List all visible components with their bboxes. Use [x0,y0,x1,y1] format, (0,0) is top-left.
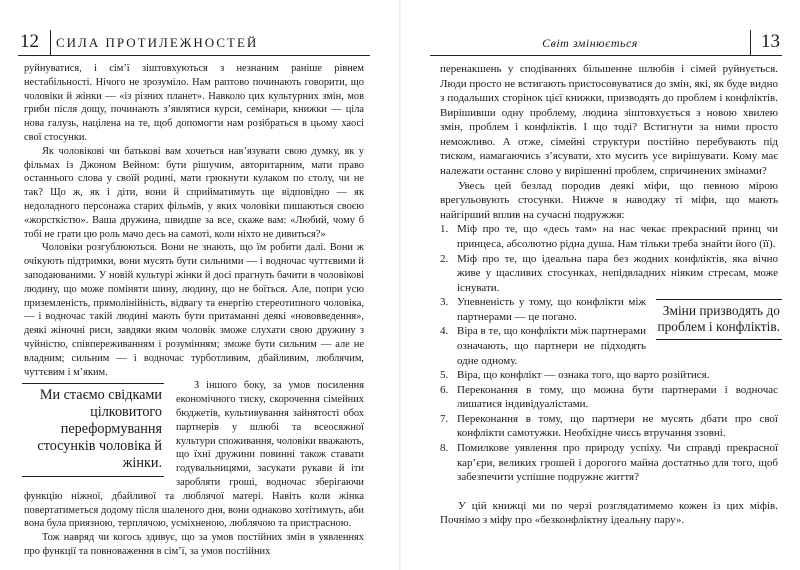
list-item-text: Упевненість у тому, що конфлікти між партнерами — це погано. [457,296,646,323]
list-item-text: Помилкове уявлення про природу успіху. Чи справді прекрасної кар’єри, великих грошей і дорогого майна достатньо для того, щоб забезпечити успішне подружнє життя? [457,442,778,484]
running-title-right: Світ змінюється [542,36,638,50]
right-page-body [440,62,778,528]
list-item [440,295,778,324]
list-item [440,222,778,251]
left-page-header [18,30,370,56]
body-paragraph: руйнуватися, і сім’ї зіштовхуються з незнаним раніше рівнем нестабільності. Нічого не зрозуміло. Нам раптово починають говорити, що чоловіки й жінки — «із різних планет». Навколо цих культурних змін, мов гриби після дощу, починають з’являтися курси, семінари, книжки — ціла нова галузь, націлена на те, щоб допомогти нам розібраться в цьому хаосі свої стосунки. [24,63,364,143]
list-item-text: Віра в те, що конфлікти між партнерами означають, що партнери не підходять одне одному. [457,325,646,367]
list-number: 8. [440,442,449,455]
body-paragraph: З іншого боку, за умов посилення економічного тиску, скорочення сімейних бюджетів, культивування зайнятості обох партнерів у шлюбі та всеосяжної культури споживання, чоловіки вважають, що їхні дружини повинні також ставати годувальницями, засукати рукави й іти заробляти гроші, водночас зберігаючи функцію ніжної, дбайливої та люблячої матері. Навіть коли жінка повертатиметься додому після шаленого дня, вони однаково хотітимуть, аби вона була приязною, терплячою, усміхненою, люблячою та пристрасною. [24,380,364,530]
myths-list [440,222,778,484]
body-paragraph: Чоловіки розгублюються. Вони не знають, що їм робити далі. Вони ж очікують підтримки, вони мусять бути сильними — і водночас чуттєвими й заподаюваними. У новій культурі жінки й досі прагнуть бачити в чоловікові людину, що може поміняти шину, людину, що не боїться. Але, попри усю приземленість, прямолінійність, відвагу та енергію стереотипного чоловіка,— і водночас такій людині мають бути притаманні деякі «нововведення», деякі жіночні риси, завдяки яким чоловік зможе слухати свою дружину з чуйністю, співпереживанням і розумінням; зможе бути сильним — але не владним; сильним — і водночас турботливим, дбайливим, люблячим, чуттєвим і м’яким. [24,242,364,378]
body-paragraph: Увесь цей безлад породив деякі міфи, що певною мірою врегульовують стосунки. Нижче я наводжу ті міфи, що мають найгірший вплив на сучасні подружжя: [440,179,778,221]
list-item-text: Переконання в тому, що партнери не мусять дбати про свої конфлікти самотужки. Необхідне чиєсь втручання ззовні. [457,412,778,440]
list-item [440,383,778,412]
list-number: 3. [440,296,449,309]
list-item-text: Віра, що конфлікт — ознака того, що варто розійтися. [457,369,710,382]
right-page [400,0,800,570]
pull-quote-right: Зміни призводять до проблем і конфліктів. [656,299,782,340]
page-number-right: 13 [761,31,780,52]
list-item-text: Міф про те, що ідеальна пара без жодних конфліктів, яка вічно живе у щасливих стосунках, непідвладних ніяким стресам, може існувати. [457,252,778,294]
list-item [440,412,778,441]
list-item [440,252,778,296]
body-paragraph: У цій книжці ми по черзі розглядатимемо кожен із цих міфів. Почнімо з міфу про «безконфліктну ідеальну пару». [440,499,778,527]
header-divider-left [50,30,51,56]
left-page-body [24,62,364,559]
right-page-header [430,30,782,56]
running-title-left: СИЛА ПРОТИЛЕЖНОСТЕЙ [56,35,259,50]
list-item [440,441,778,485]
body-paragraph: перенакшень у сподіваннях більшенне шлюбів і сімей руйнується. Люди просто не встигають пристосовуватися до змін, які, як буде видно з подальших сторінок цієї книжки, призводять до проблем і конфліктів. Вирішивши одну проблему, людина зіштовхується з новою хвилею змін, проблем і конфліктів. І що тоді? Встигнути за ними просто неможливо. А отже, сімейні структури постійно перебувають під тиском, намагаючись з’ясувати, хто мусить усе вирішувати. Кому має належати останнє слово у вирішенні проблем, спричинених змінами? [440,63,778,178]
list-number: 7. [440,412,449,425]
body-paragraph: Тож навряд чи когось здивує, що за умов постійних змін в уявленнях про функції та повноваження в сім’ї, за умов постійних [24,532,364,557]
list-number: 2. [440,252,449,265]
list-number: 6. [440,383,449,396]
list-number: 5. [440,369,449,382]
list-number: 4. [440,325,449,338]
body-paragraph: Як чоловікові чи батькові вам хочеться нав’язувати свою думку, як у фільмах із Джоном Вейном: бути рішучим, авторитарним, мати право останнього слова у своїй родині, мати грюкнути кулаком по столу, чи не так? Що ж, як і діти, вони й сприйматимуть ще відповідно — як недоладного персонажа старих фільмів, у яких чоловіки пишаються своєю «жорсткістю». Ваша дружина, швидше за все, скаже вам: «Любий, чому б тобі не грати цю роль мачо десь на самоті, коли ніхто не дивиться?» [24,145,364,240]
header-divider-right [750,30,751,56]
page-number-left: 12 [20,31,39,52]
list-number: 1. [440,223,449,236]
list-item-text: Міф про те, що «десь там» на нас чекає прекрасний принц чи принцеса, абсолютно рідна душа. Нам тільки треба знайти його (її). [457,223,778,250]
list-item [440,368,778,383]
pull-quote-left: Ми стаємо свідками цілковитого переформування стосунків чоловіка й жінки. [22,383,164,477]
list-item [440,324,778,368]
list-item-text: Переконання в тому, що можна бути партнерами і водночас лишатися індивідуалістами. [457,383,778,411]
